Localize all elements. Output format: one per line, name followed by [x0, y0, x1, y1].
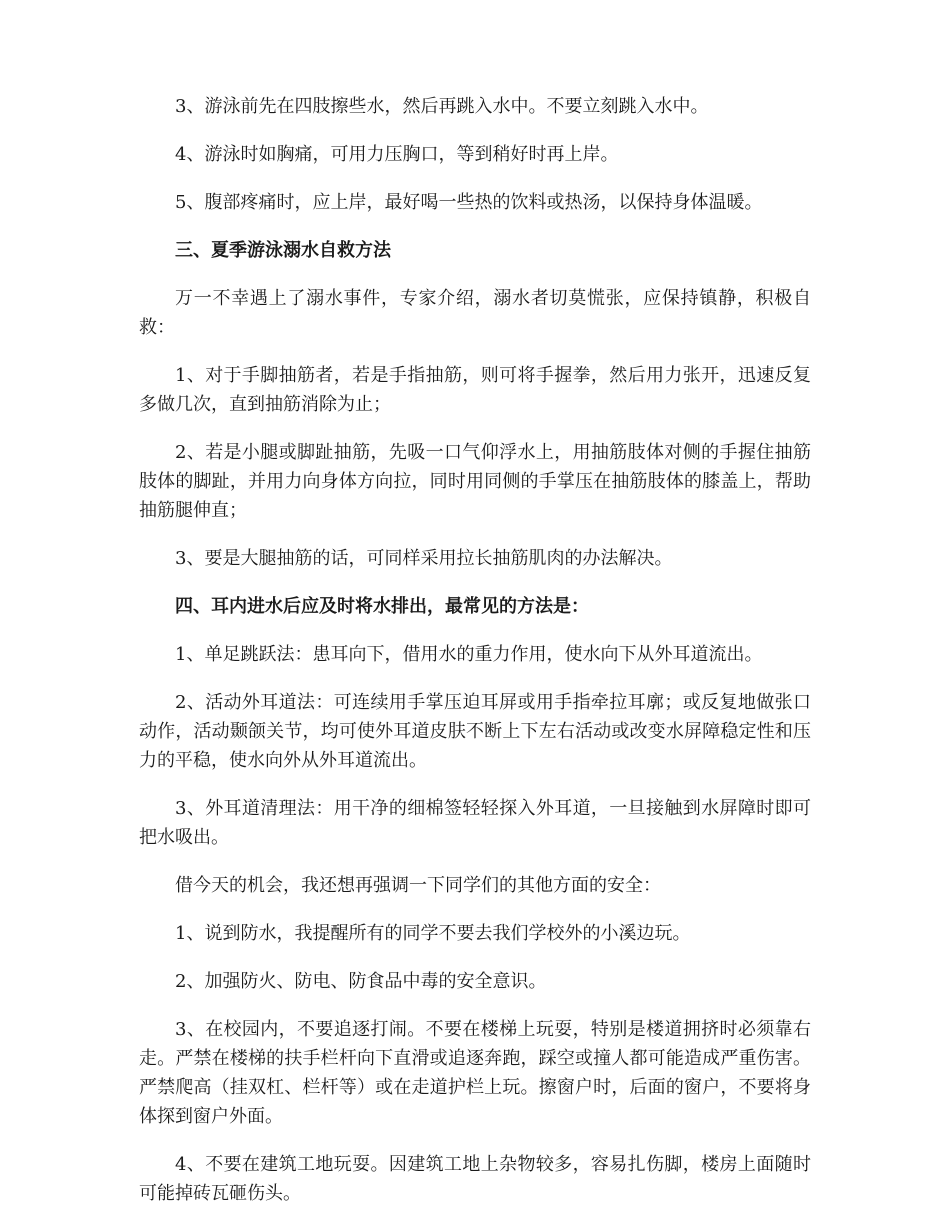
paragraph-ear-canal-move: 2、活动外耳道法：可连续用手掌压迫耳屏或用手指牵拉耳廓；或反复地做张口动作，活动颞颌关节，均可使外耳道皮肤不断上下左右活动或改变水屏障稳定性和压力的平稳，使水向外从外耳道流出。 [139, 692, 811, 771]
paragraph-swim-tip-4: 4、游泳时如胸痛，可用力压胸口，等到稍好时再上岸。 [175, 144, 619, 165]
paragraph-self-rescue-intro: 万一不幸遇上了溺水事件，专家介绍，溺水者切莫慌张，应保持镇静，积极自救： [139, 288, 811, 338]
paragraph-safety-water: 1、说到防水，我提醒所有的同学不要去我们学校外的小溪边玩。 [175, 923, 691, 944]
paragraph-swim-tip-5: 5、腹部疼痛时，应上岸，最好喝一些热的饮料或热汤，以保持身体温暖。 [175, 192, 763, 213]
paragraph-safety-campus: 3、在校园内，不要追逐打闹。不要在楼梯上玩耍，特别是楼道拥挤时必须靠右走。严禁在楼梯的扶手栏杆向下直滑或追逐奔跑，踩空或撞人都可能造成严重伤害。严禁爬高（挂双杠、栏杆等）或在走道护栏上玩。擦窗户时，后面的窗户，不要将身体探到窗户外面。 [139, 1019, 811, 1127]
document-body [139, 92, 811, 1227]
paragraph-cramp-hand: 1、对于手脚抽筋者，若是手指抽筋，则可将手握拳，然后用力张开，迅速反复多做几次，直到抽筋消除为止； [139, 365, 811, 415]
paragraph-cramp-calf: 2、若是小腿或脚趾抽筋，先吸一口气仰浮水上，用抽筋肢体对侧的手握住抽筋肢体的脚趾，并用力向身体方向拉，同时用同侧的手掌压在抽筋肢体的膝盖上，帮助抽筋腿伸直； [139, 442, 811, 521]
section-heading-self-rescue: 三、夏季游泳溺水自救方法 [175, 240, 391, 261]
paragraph-swim-tip-3: 3、游泳前先在四肢擦些水，然后再跳入水中。不要立刻跳入水中。 [175, 96, 709, 117]
paragraph-other-safety-intro: 借今天的机会，我还想再强调一下同学们的其他方面的安全： [175, 875, 661, 896]
paragraph-safety-fire: 2、加强防火、防电、防食品中毒的安全意识。 [175, 971, 547, 992]
paragraph-cramp-thigh: 3、要是大腿抽筋的话，可同样采用拉长抽筋肌肉的办法解决。 [175, 548, 673, 569]
section-heading-ear-water: 四、耳内进水后应及时将水排出，最常见的方法是： [175, 596, 589, 617]
paragraph-ear-canal-clean: 3、外耳道清理法：用干净的细棉签轻轻探入外耳道，一旦接触到水屏障时即可把水吸出。 [139, 798, 811, 848]
paragraph-ear-hop: 1、单足跳跃法：患耳向下，借用水的重力作用，使水向下从外耳道流出。 [175, 644, 763, 665]
paragraph-safety-construction: 4、不要在建筑工地玩耍。因建筑工地上杂物较多，容易扎伤脚，楼房上面随时可能掉砖瓦砸伤头。 [139, 1154, 811, 1204]
